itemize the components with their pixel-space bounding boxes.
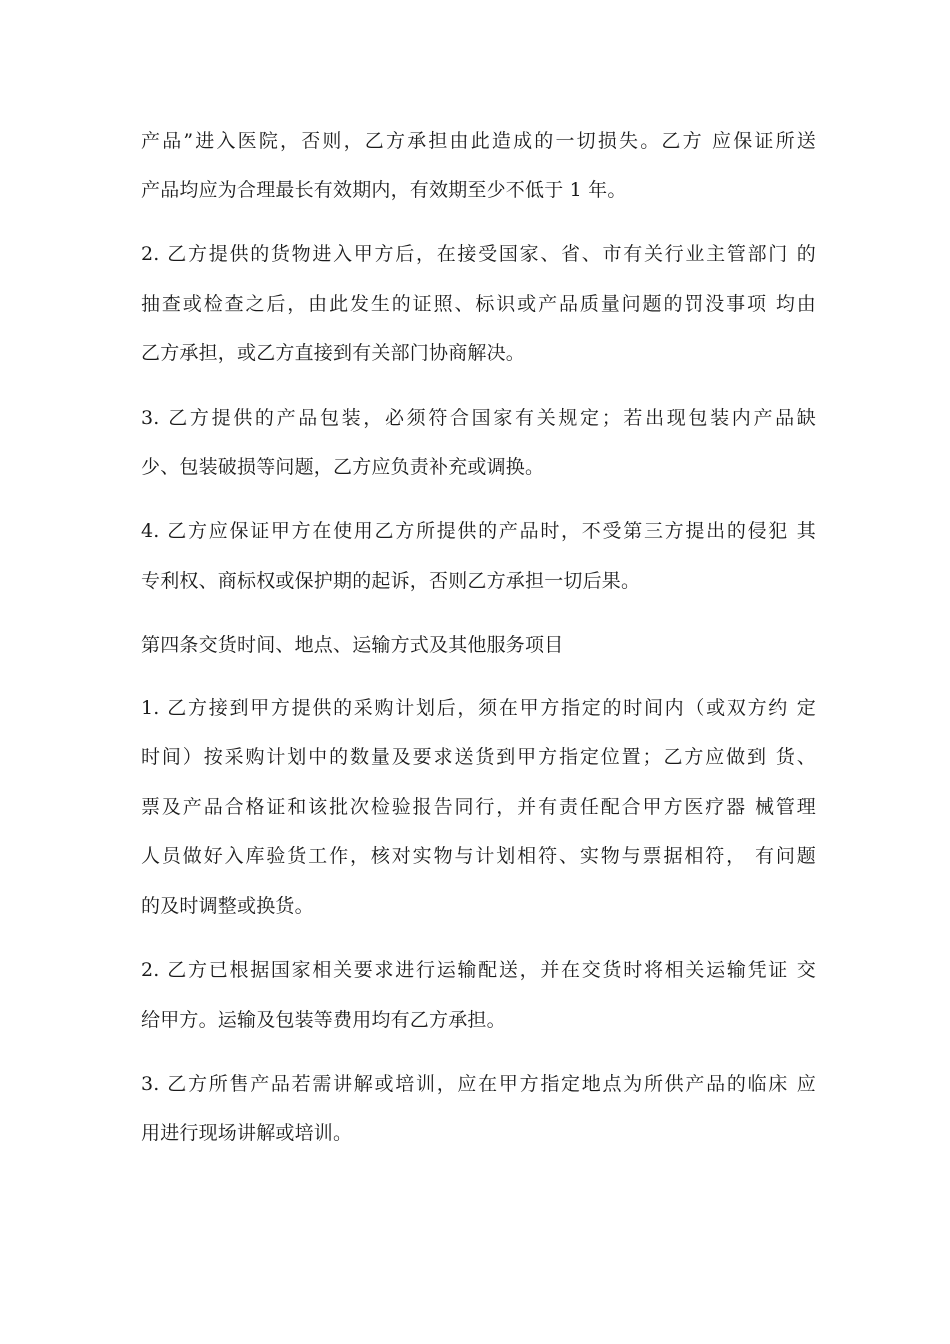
text-line: 3. 乙方提供的产品包装，必须符合国家有关规定；若出现包装内产品缺 xyxy=(141,407,816,429)
text-line: 产品均应为合理最长有效期内，有效期至少不低于 1 年。 xyxy=(141,179,627,201)
text-line: 专利权、商标权或保护期的起诉，否则乙方承担一切后果。 xyxy=(141,570,641,592)
text-line: 抽查或检查之后，由此发生的证照、标识或产品质量问题的罚没事项 均由 xyxy=(141,293,816,315)
text-line: 票及产品合格证和该批次检验报告同行，并有责任配合甲方医疗器 械管理 xyxy=(141,796,816,818)
text-line: 2. 乙方提供的货物进入甲方后，在接受国家、省、市有关行业主管部门 的 xyxy=(141,243,816,265)
text-line: 用进行现场讲解或培训。 xyxy=(141,1122,353,1144)
text-line: 3. 乙方所售产品若需讲解或培训，应在甲方指定地点为所供产品的临床 应 xyxy=(141,1073,816,1095)
text-line: 时间）按采购计划中的数量及要求送货到甲方指定位置；乙方应做到 货、 xyxy=(141,746,816,768)
text-line: 少、包装破损等问题，乙方应负责补充或调换。 xyxy=(141,456,545,478)
text-line: 产品”进入医院，否则，乙方承担由此造成的一切损失。乙方 应保证所送 xyxy=(141,130,816,152)
text-line: 2. 乙方已根据国家相关要求进行运输配送，并在交货时将相关运输凭证 交 xyxy=(141,959,816,981)
text-line: 的及时调整或换货。 xyxy=(141,895,314,917)
text-line: 乙方承担，或乙方直接到有关部门协商解决。 xyxy=(141,342,526,364)
text-line: 给甲方。运输及包装等费用均有乙方承担。 xyxy=(141,1009,506,1031)
section-heading: 第四条交货时间、地点、运输方式及其他服务项目 xyxy=(141,634,564,656)
text-line: 1. 乙方接到甲方提供的采购计划后，须在甲方指定的时间内（或双方约 定 xyxy=(141,697,816,719)
text-line: 人员做好入库验货工作，核对实物与计划相符、实物与票据相符， 有问题 xyxy=(141,845,816,867)
text-line: 4. 乙方应保证甲方在使用乙方所提供的产品时，不受第三方提出的侵犯 其 xyxy=(141,520,816,542)
